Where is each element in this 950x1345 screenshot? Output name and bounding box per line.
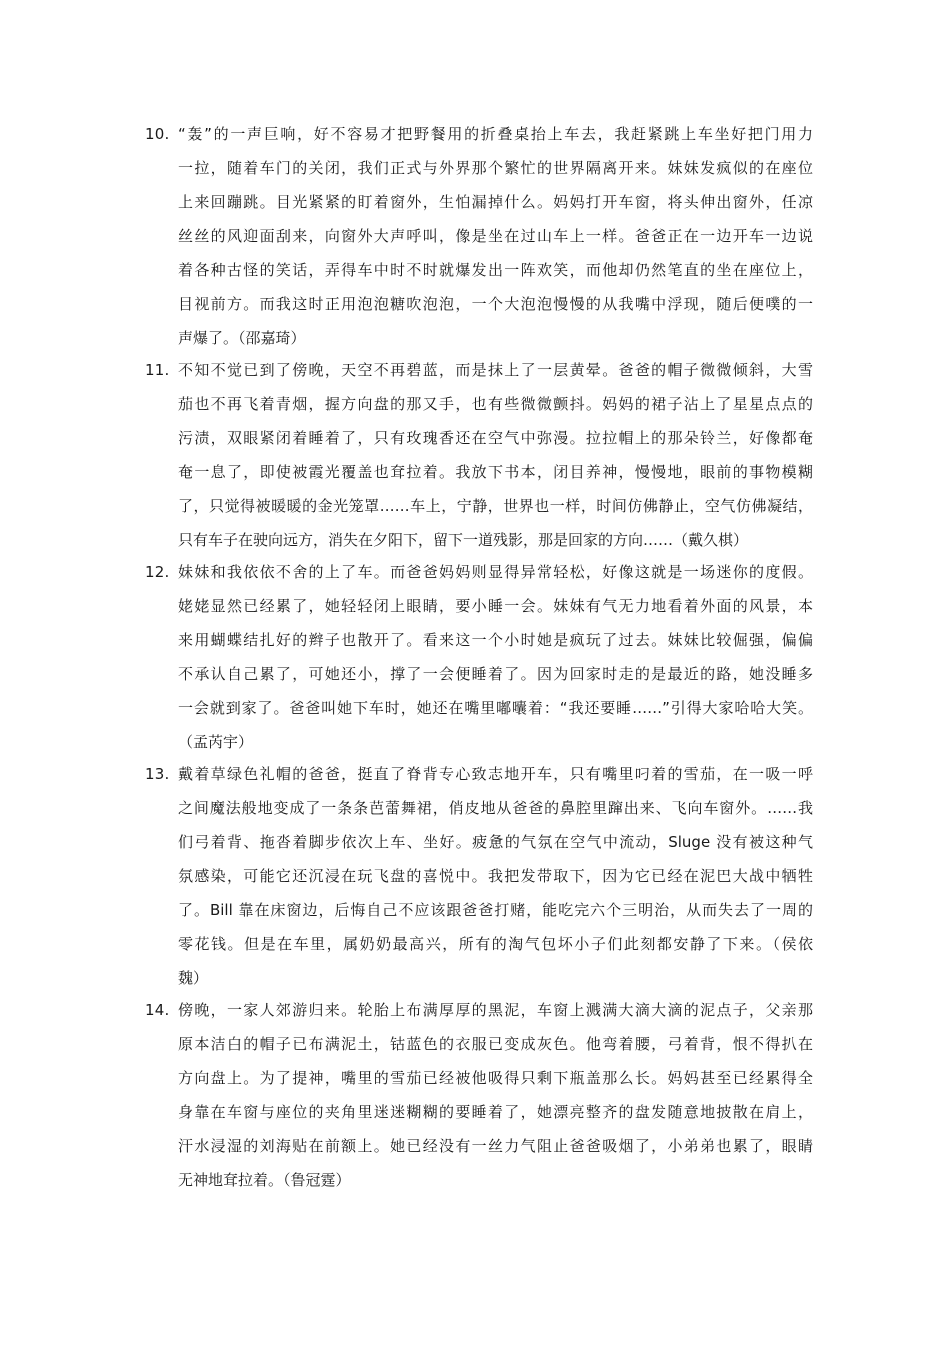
text-line: 丝丝的风迎面刮来，向窗外大声呼叫，像是坐在过山车上一样。爸爸正在一边开车一边说 [178,227,813,245]
paragraph-body [178,555,813,759]
paragraph-number: 10. [145,125,170,143]
text-line: 不知不觉已到了傍晚，天空不再碧蓝，而是抹上了一层黄晕。爸爸的帽子微微倾斜，大雪 [178,361,813,379]
text-line: 原本洁白的帽子已布满泥土，钴蓝色的衣服已变成灰色。他弯着腰，弓着背，恨不得扒在 [178,1035,813,1053]
text-line: 不承认自己累了，可她还小，撑了一会便睡着了。因为回家时走的是最近的路，她没睡多 [178,665,813,683]
text-line: 只有车子在驶向远方，消失在夕阳下，留下一道残影，那是回家的方向……（戴久棋） [178,531,749,549]
paragraph-number: 12. [145,563,170,581]
text-line: 奄一息了，即使被霞光覆盖也耷拉着。我放下书本，闭目养神，慢慢地，眼前的事物模糊 [178,463,813,481]
text-line: 了。Bill 靠在床窗边，后悔自己不应该跟爸爸打赌，能吃完六个三明治，从而失去了一周的 [178,901,813,919]
text-line: 污渍，双眼紧闭着睡着了，只有玫瑰香还在空气中弥漫。拉拉帽上的那朵铃兰，好像都奄 [178,429,813,447]
text-line: 之间魔法般地变成了一条条芭蕾舞裙，俏皮地从爸爸的鼻腔里蹿出来、飞向车窗外。……我 [178,799,813,817]
text-line: 戴着草绿色礼帽的爸爸，挺直了脊背专心致志地开车，只有嘴里叼着的雪茄，在一吸一呼 [178,765,813,783]
paragraph-number: 11. [145,361,170,379]
text-line: 一会就到家了。爸爸叫她下车时，她还在嘴里嘟囔着：“我还要睡……”引得大家哈哈大笑。 [178,699,813,717]
text-line: 上来回蹦跳。目光紧紧的盯着窗外，生怕漏掉什么。妈妈打开车窗，将头伸出窗外，任凉 [178,193,813,211]
paragraph-body [178,757,813,995]
text-line: 身靠在车窗与座位的夹角里迷迷糊糊的要睡着了，她漂亮整齐的盘发随意地披散在肩上， [178,1103,813,1121]
text-line: 零花钱。但是在车里，属奶奶最高兴，所有的淘气包坏小子们此刻都安静了下来。（侯依 [178,935,813,953]
text-line: “轰”的一声巨响，好不容易才把野餐用的折叠桌抬上车去，我赶紧跳上车坐好把门用力 [178,125,813,143]
text-line: 来用蝴蝶结扎好的辫子也散开了。看来这一个小时她是疯玩了过去。妹妹比较倔强，偏偏 [178,631,813,649]
text-line: 着各种古怪的笑话，弄得车中时不时就爆发出一阵欢笑，而他却仍然笔直的坐在座位上， [178,261,813,279]
paragraph-number: 13. [145,765,170,783]
text-line: 一拉，随着车门的关闭，我们正式与外界那个繁忙的世界隔离开来。妹妹发疯似的在座位 [178,159,813,177]
text-line: （孟芮宇） [178,733,254,751]
text-line: 声爆了。（邵嘉琦） [178,329,306,347]
text-line: 们弓着背、拖沓着脚步依次上车、坐好。疲惫的气氛在空气中流动，Sluge 没有被这种气 [178,833,813,851]
text-line: 氛感染，可能它还沉浸在玩飞盘的喜悦中。我把发带取下，因为它已经在泥巴大战中牺牲 [178,867,813,885]
text-line: 了，只觉得被暖暖的金光笼罩……车上，宁静，世界也一样，时间仿佛静止，空气仿佛凝结， [178,497,813,515]
paragraph-body [178,117,813,355]
text-line: 目视前方。而我这时正用泡泡糖吹泡泡，一个大泡泡慢慢的从我嘴中浮现，随后便噗的一 [178,295,813,313]
text-line: 魏） [178,969,209,987]
paragraph-body [178,353,813,557]
text-line: 汗水浸湿的刘海贴在前额上。她已经没有一丝力气阻止爸爸吸烟了，小弟弟也累了，眼睛 [178,1137,813,1155]
text-line: 妹妹和我依依不舍的上了车。而爸爸妈妈则显得异常轻松，好像这就是一场迷你的度假。 [178,563,813,581]
text-line: 方向盘上。为了提神，嘴里的雪茄已经被他吸得只剩下瓶盖那么长。妈妈甚至已经累得全 [178,1069,813,1087]
text-line: 傍晚，一家人郊游归来。轮胎上布满厚厚的黑泥，车窗上溅满大滴大滴的泥点子，父亲那 [178,1001,813,1019]
text-line: 姥姥显然已经累了，她轻轻闭上眼睛，要小睡一会。妹妹有气无力地看着外面的风景，本 [178,597,813,615]
text-line: 无神地耷拉着。（鲁冠霆） [178,1171,351,1189]
text-line: 茄也不再飞着青烟，握方向盘的那又手，也有些微微颤抖。妈妈的裙子沾上了星星点点的 [178,395,813,413]
paragraph-number: 14. [145,1001,170,1019]
paragraph-body [178,993,813,1197]
